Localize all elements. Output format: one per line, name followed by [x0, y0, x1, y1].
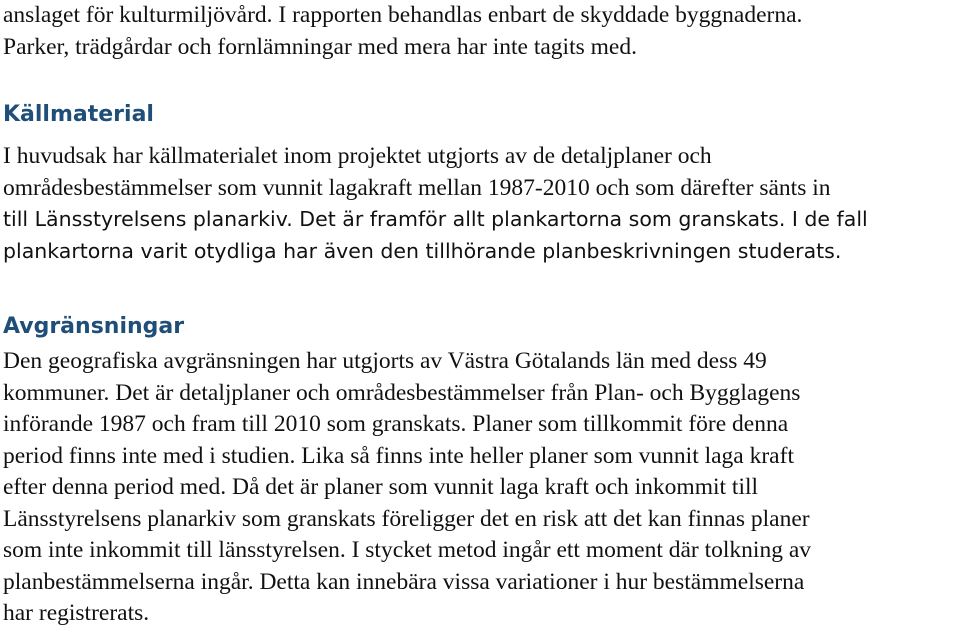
paragraph-line: till Länsstyrelsens planarkiv. Det är framför allt plankartorna som granskats. I de fall — [3, 207, 868, 231]
paragraph-line: efter denna period med. Då det är planer som vunnit laga kraft och inkommit till — [3, 474, 759, 500]
paragraph-line: områdesbestämmelser som vunnit lagakraft mellan 1987-2010 och som därefter sänts in — [3, 174, 831, 201]
paragraph-line: period finns inte med i studien. Lika så finns inte heller planer som vunnit laga kraft — [3, 442, 794, 469]
paragraph-line: Länsstyrelsens planarkiv som granskats föreligger det en risk att det kan finnas planer — [3, 505, 810, 532]
intro-paragraph — [3, 0, 802, 63]
paragraph-line: har registrerats. — [3, 600, 150, 626]
avgransningar-paragraph — [3, 346, 811, 630]
paragraph-line: införande 1987 och fram till 2010 som granskats. Planer som tillkommit före denna — [3, 411, 789, 437]
paragraph-line: Parker, trädgårdar och fornlämningar med mera har inte tagits med. — [3, 33, 637, 60]
paragraph-line: plankartorna varit otydliga har även den tillhörande planbeskrivningen studerats. — [3, 238, 842, 263]
section-heading-kallmaterial: Källmaterial — [3, 102, 154, 127]
paragraph-line: anslaget för kulturmiljövård. I rapporten behandlas enbart de skyddade byggnaderna. — [3, 2, 803, 28]
kallmaterial-paragraph — [3, 141, 868, 267]
paragraph-line: planbestämmelserna ingår. Detta kan innebära vissa variationer i hur bestämmelserna — [3, 568, 805, 595]
section-heading-avgransningar: Avgränsningar — [3, 314, 185, 339]
paragraph-line: som inte inkommit till länsstyrelsen. I stycket metod ingår ett moment där tolkning av — [3, 537, 812, 563]
paragraph-line: Den geografiska avgränsningen har utgjorts av Västra Götalands län med dess 49 — [3, 348, 767, 374]
paragraph-line: I huvudsak har källmaterialet inom projektet utgjorts av de detaljplaner och — [3, 143, 712, 169]
paragraph-line: kommuner. Det är detaljplaner och områdesbestämmelser från Plan- och Bygglagens — [3, 379, 801, 406]
